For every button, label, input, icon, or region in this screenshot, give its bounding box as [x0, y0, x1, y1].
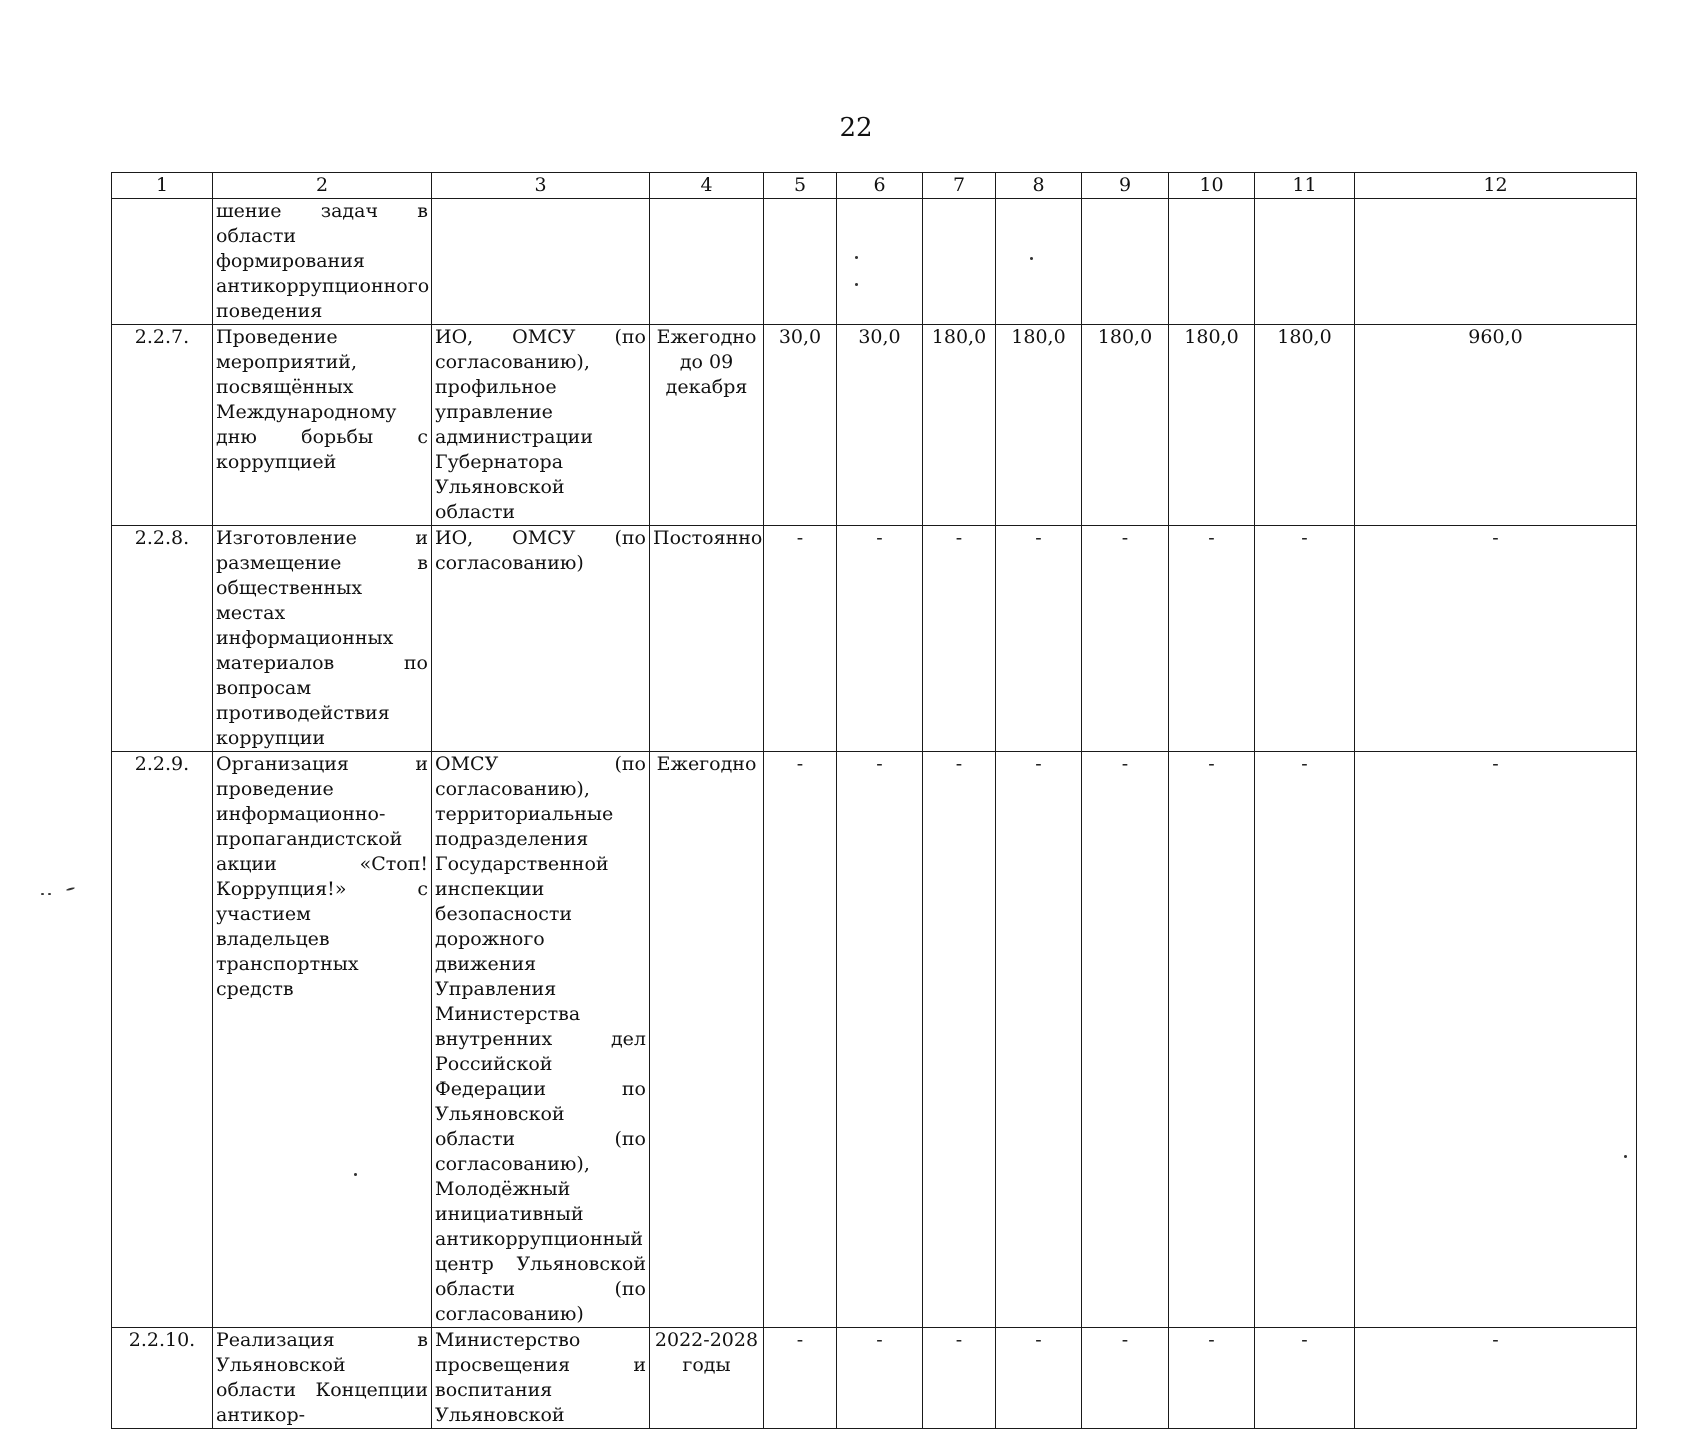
- value-cell: -: [837, 752, 923, 1328]
- term: Постоянно: [650, 526, 764, 752]
- executor: ИО, ОМСУ (по согласованию), профильное управление администрации Губернатора Ульяновской области: [432, 325, 650, 526]
- measure-name: Реализация в Ульяновской области Концепции антикор-: [213, 1328, 432, 1429]
- column-number-cell: 11: [1255, 173, 1355, 199]
- total-cell: -: [1355, 526, 1637, 752]
- item-number: 2.2.10.: [112, 1328, 213, 1429]
- scan-speck: [855, 283, 858, 286]
- value-cell: -: [837, 526, 923, 752]
- value-cell: -: [996, 752, 1082, 1328]
- value-cell: -: [764, 752, 837, 1328]
- value-cell: -: [1082, 1328, 1169, 1429]
- scan-speck: [1030, 257, 1033, 260]
- value-cell: [764, 199, 837, 325]
- column-number-cell: 3: [432, 173, 650, 199]
- table-row: [112, 752, 1637, 1328]
- table-row: [112, 1328, 1637, 1429]
- item-number: 2.2.9.: [112, 752, 213, 1328]
- measures-table: [111, 172, 1637, 1429]
- page-number: 22: [839, 113, 873, 143]
- scan-speck: [66, 887, 75, 891]
- value-cell: -: [1255, 1328, 1355, 1429]
- column-number-cell: 12: [1355, 173, 1637, 199]
- executor: [432, 199, 650, 325]
- value-cell: 180,0: [996, 325, 1082, 526]
- column-number-cell: 5: [764, 173, 837, 199]
- column-number-row: [112, 173, 1637, 199]
- column-number-cell: 4: [650, 173, 764, 199]
- term: [650, 199, 764, 325]
- value-cell: -: [923, 526, 996, 752]
- scan-speck: [1624, 1155, 1627, 1158]
- column-number-cell: 6: [837, 173, 923, 199]
- value-cell: -: [764, 1328, 837, 1429]
- value-cell: -: [1169, 1328, 1255, 1429]
- value-cell: -: [923, 1328, 996, 1429]
- value-cell: 180,0: [1082, 325, 1169, 526]
- scan-speck: [48, 893, 51, 895]
- value-cell: -: [837, 1328, 923, 1429]
- column-number-cell: 7: [923, 173, 996, 199]
- term: Ежегодно: [650, 752, 764, 1328]
- value-cell: [1169, 199, 1255, 325]
- scan-speck: [855, 256, 858, 259]
- value-cell: -: [1169, 526, 1255, 752]
- value-cell: 180,0: [1255, 325, 1355, 526]
- value-cell: -: [1255, 526, 1355, 752]
- measure-name: Изготовление и размещение в общественных местах информационных материалов по вопросам противодействия коррупции: [213, 526, 432, 752]
- scan-speck: [41, 893, 44, 895]
- executor: Министерство просвещения и воспитания Ульяновской: [432, 1328, 650, 1429]
- total-cell: 960,0: [1355, 325, 1637, 526]
- total-cell: -: [1355, 752, 1637, 1328]
- value-cell: [1082, 199, 1169, 325]
- table-row: [112, 526, 1637, 752]
- value-cell: -: [1169, 752, 1255, 1328]
- value-cell: [923, 199, 996, 325]
- measure-name: Организация и проведение информационно-пропагандистской акции «Стоп! Коррупция!» с участием владельцев транспортных средств: [213, 752, 432, 1328]
- value-cell: -: [923, 752, 996, 1328]
- scan-speck: [354, 1173, 357, 1176]
- value-cell: 180,0: [1169, 325, 1255, 526]
- value-cell: 30,0: [764, 325, 837, 526]
- total-cell: [1355, 199, 1637, 325]
- table-row: [112, 199, 1637, 325]
- value-cell: -: [996, 1328, 1082, 1429]
- column-number-cell: 8: [996, 173, 1082, 199]
- value-cell: [837, 199, 923, 325]
- value-cell: -: [1082, 752, 1169, 1328]
- value-cell: [1255, 199, 1355, 325]
- table-row: [112, 325, 1637, 526]
- item-number: [112, 199, 213, 325]
- column-number-cell: 1: [112, 173, 213, 199]
- value-cell: 180,0: [923, 325, 996, 526]
- item-number: 2.2.7.: [112, 325, 213, 526]
- executor: ОМСУ (по согласованию), территориальные подразделения Государственной инспекции безопасности дорожного движения Управления Министерства внутренних дел Российской Федерации по Ульяновской области (по согласованию), Молодёжный инициативный антикоррупционный центр Ульяновской области (по согласованию): [432, 752, 650, 1328]
- executor: ИО, ОМСУ (по согласованию): [432, 526, 650, 752]
- value-cell: -: [996, 526, 1082, 752]
- column-number-cell: 9: [1082, 173, 1169, 199]
- measure-name: Проведение мероприятий, посвящённых Международному дню борьбы с коррупцией: [213, 325, 432, 526]
- value-cell: [996, 199, 1082, 325]
- value-cell: -: [1082, 526, 1169, 752]
- total-cell: -: [1355, 1328, 1637, 1429]
- term: 2022-2028 годы: [650, 1328, 764, 1429]
- column-number-cell: 2: [213, 173, 432, 199]
- term: Ежегодно до 09 декабря: [650, 325, 764, 526]
- value-cell: 30,0: [837, 325, 923, 526]
- value-cell: -: [1255, 752, 1355, 1328]
- column-number-cell: 10: [1169, 173, 1255, 199]
- item-number: 2.2.8.: [112, 526, 213, 752]
- measure-name: шение задач в области формирования антикоррупционного поведения: [213, 199, 432, 325]
- value-cell: -: [764, 526, 837, 752]
